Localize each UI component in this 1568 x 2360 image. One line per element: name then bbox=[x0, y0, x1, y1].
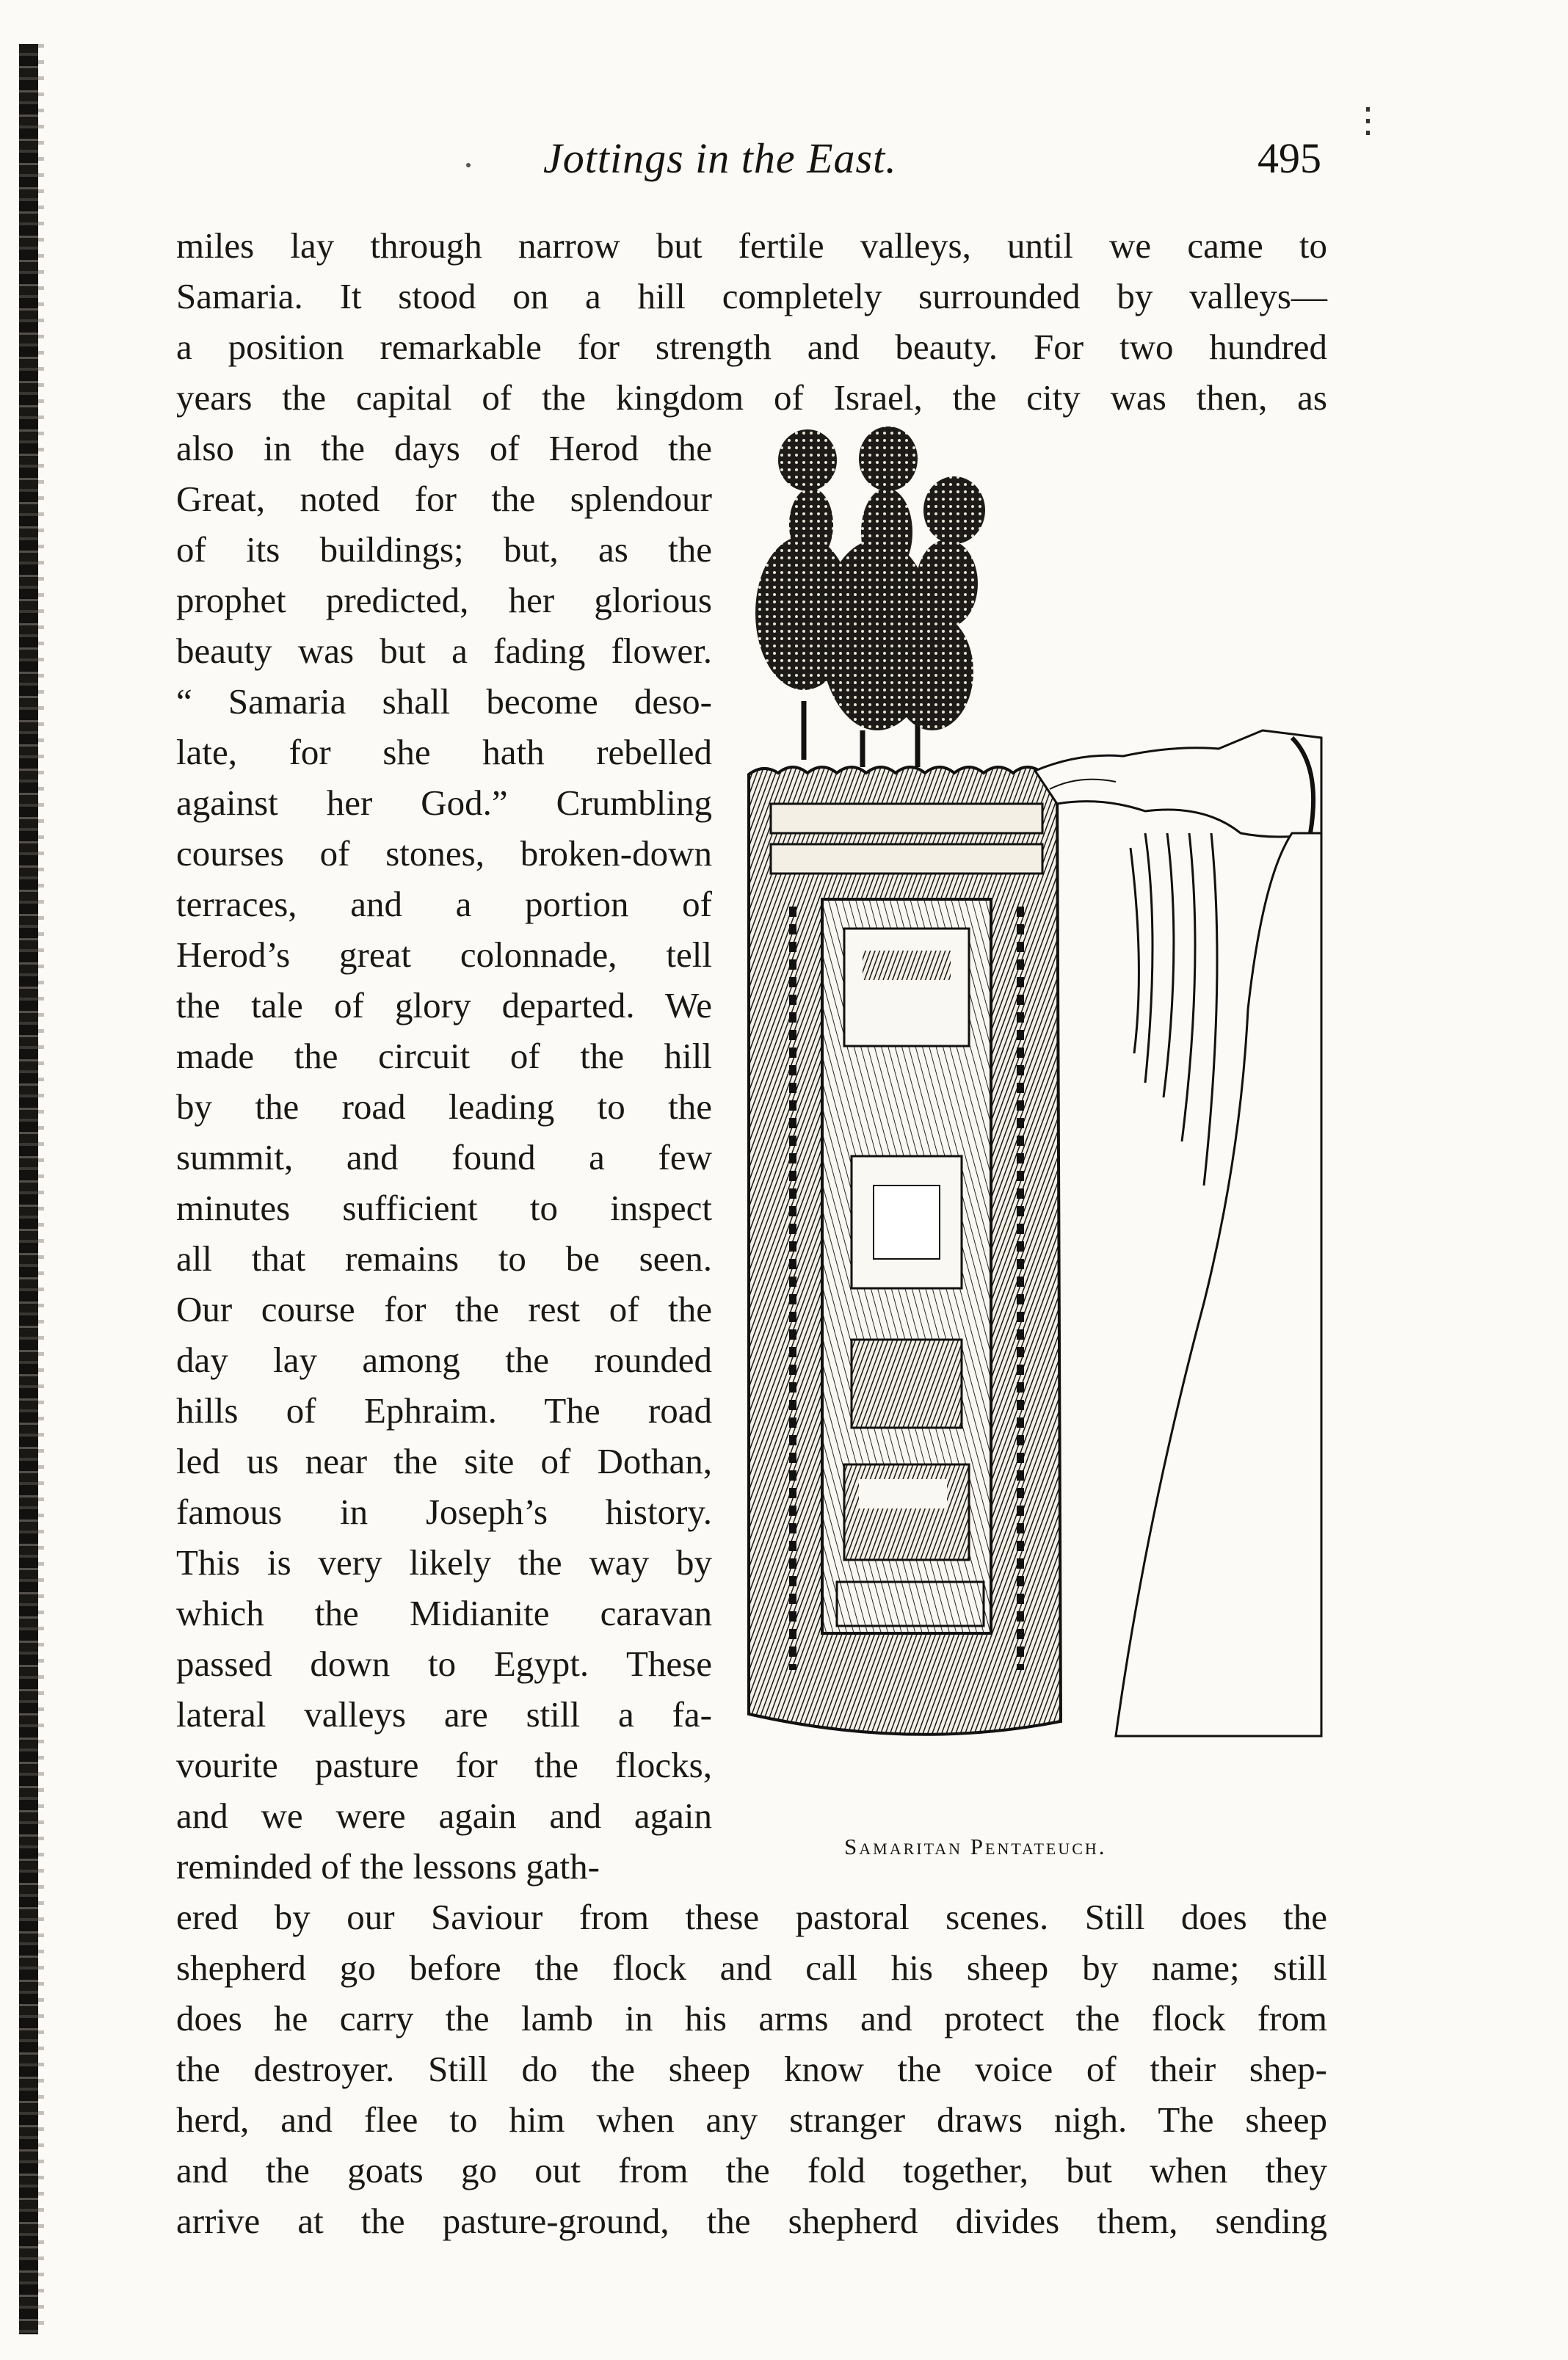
text-line: by the road leading to the bbox=[176, 1086, 712, 1127]
body-text-bottom bbox=[176, 1892, 1327, 2246]
text-line: beauty was but a fading flower. bbox=[176, 631, 712, 671]
text-line: passed down to Egypt. These bbox=[176, 1644, 712, 1684]
text-line: reminded of the lessons gath- bbox=[176, 1846, 600, 1887]
scroll-case bbox=[749, 767, 1061, 1735]
text-line: years the capital of the kingdom of Israel, the city was then, as bbox=[176, 377, 1327, 418]
text-line: also in the days of Herod the bbox=[176, 428, 712, 468]
text-line: of its buildings; but, as the bbox=[176, 529, 712, 570]
text-line: famous in Joseph’s history. bbox=[176, 1492, 712, 1532]
page-header bbox=[176, 134, 1321, 192]
text-line: herd, and flee to him when any stranger draws nigh. The sheep bbox=[176, 2099, 1327, 2140]
holding-hand bbox=[1035, 730, 1321, 1736]
text-line: the tale of glory departed. We bbox=[176, 985, 712, 1025]
body-text-top bbox=[176, 220, 1327, 423]
text-line: summit, and found a few bbox=[176, 1137, 712, 1177]
binding-edge-shadow bbox=[38, 44, 44, 2334]
text-line: led us near the site of Dothan, bbox=[176, 1441, 712, 1481]
text-line: and the goats go out from the fold together, but when they bbox=[176, 2150, 1327, 2190]
running-head: Jottings in the East. bbox=[543, 134, 897, 182]
text-line: hills of Ephraim. The road bbox=[176, 1390, 712, 1431]
text-line: lateral valleys are still a fa- bbox=[176, 1694, 712, 1735]
text-line: “ Samaria shall become deso- bbox=[176, 681, 712, 722]
text-line: Great, noted for the splendour bbox=[176, 479, 712, 519]
text-line: terraces, and a portion of bbox=[176, 884, 712, 924]
text-line: ered by our Saviour from these pastoral scenes. Still does the bbox=[176, 1897, 1327, 1937]
text-line: Samaria. It stood on a hill completely surrounded by valleys— bbox=[176, 276, 1327, 316]
text-line: day lay among the rounded bbox=[176, 1340, 712, 1380]
text-line: Herod’s great colonnade, tell bbox=[176, 934, 712, 975]
text-line: courses of stones, broken-down bbox=[176, 833, 712, 874]
text-line: against her God.” Crumbling bbox=[176, 783, 712, 823]
text-line: Our course for the rest of the bbox=[176, 1289, 712, 1329]
text-line: miles lay through narrow but fertile valleys, until we came to bbox=[176, 225, 1327, 266]
text-line: does he carry the lamb in his arms and protect the flock from bbox=[176, 1998, 1327, 2038]
text-line: the destroyer. Still do the sheep know the voice of their shep- bbox=[176, 2049, 1327, 2089]
body-text-side bbox=[176, 423, 712, 1892]
binding-edge bbox=[19, 44, 38, 2334]
text-line: vourite pasture for the flocks, bbox=[176, 1745, 712, 1785]
text-line: and we were again and again bbox=[176, 1796, 712, 1836]
page-number: 495 bbox=[1257, 134, 1321, 182]
scroll-finials bbox=[755, 426, 985, 767]
text-line: made the circuit of the hill bbox=[176, 1036, 712, 1076]
text-line: which the Midianite caravan bbox=[176, 1593, 712, 1633]
text-line: a position remarkable for strength and beauty. For two hundred bbox=[176, 327, 1327, 367]
pentateuch-illustration bbox=[734, 422, 1336, 1809]
text-line: shepherd go before the flock and call his sheep by name; still bbox=[176, 1947, 1327, 1988]
scroll-engraving bbox=[734, 422, 1336, 1809]
text-line: This is very likely the way by bbox=[176, 1542, 712, 1583]
text-line: prophet predicted, her glorious bbox=[176, 580, 712, 620]
figure-caption: Samaritan Pentateuch. bbox=[844, 1834, 1107, 1859]
header-dot bbox=[466, 163, 471, 167]
text-line: arrive at the pasture-ground, the shepherd divides them, sending bbox=[176, 2201, 1327, 2241]
print-speck bbox=[1366, 107, 1370, 139]
text-line: all that remains to be seen. bbox=[176, 1238, 712, 1279]
text-line: late, for she hath rebelled bbox=[176, 732, 712, 772]
text-line: minutes sufficient to inspect bbox=[176, 1188, 712, 1228]
